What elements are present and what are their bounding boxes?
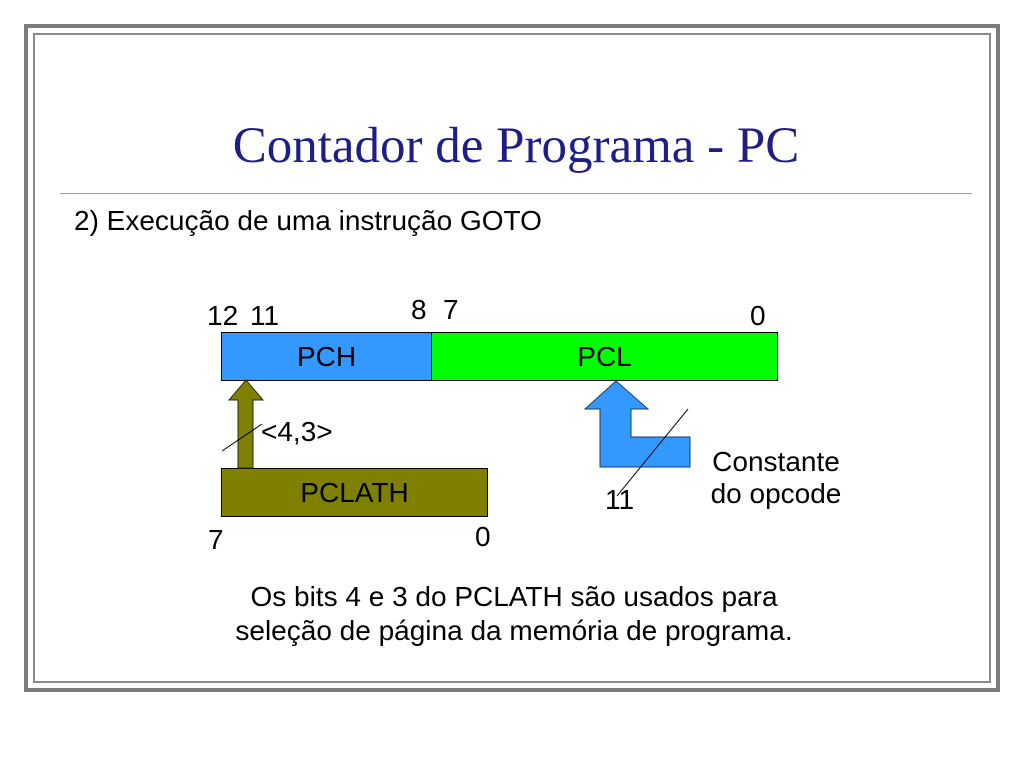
pc-bit-12-label: 12: [207, 300, 239, 331]
slide-title: Contador de Programa - PC: [232, 118, 800, 174]
pclath-to-pch-arrow: [229, 380, 263, 468]
pc-bit-11-label: 11: [250, 300, 280, 331]
pc-bit-7-label: 7: [443, 294, 459, 325]
pcl-register-label: PCL: [577, 340, 632, 372]
pc-bit-8-label: 8: [411, 294, 427, 325]
pclath-register-label: PCLATH: [300, 476, 409, 508]
pclath-bit-0-label: 0: [475, 521, 491, 552]
pclath-bus-bits-label: <4,3>: [261, 416, 333, 447]
pch-register-label: PCH: [296, 340, 357, 372]
pclath-note: [214, 580, 814, 648]
opcode-to-pcl-arrow: [585, 381, 690, 467]
opcode-bus-width-label: 11: [605, 484, 635, 515]
pclath-note-line-2: seleção de página da memória de programa.: [235, 615, 793, 646]
pclath-note-line-1: Os bits 4 e 3 do PCLATH são usados para: [250, 581, 778, 612]
pclath-bit-7-label: 7: [208, 524, 224, 555]
opcode-source-line-1: Constante: [712, 446, 840, 477]
pc-bit-0-label: 0: [750, 300, 766, 331]
opcode-source-line-2: do opcode: [710, 478, 842, 509]
step-heading: 2) Execução de uma instrução GOTO: [74, 205, 542, 236]
